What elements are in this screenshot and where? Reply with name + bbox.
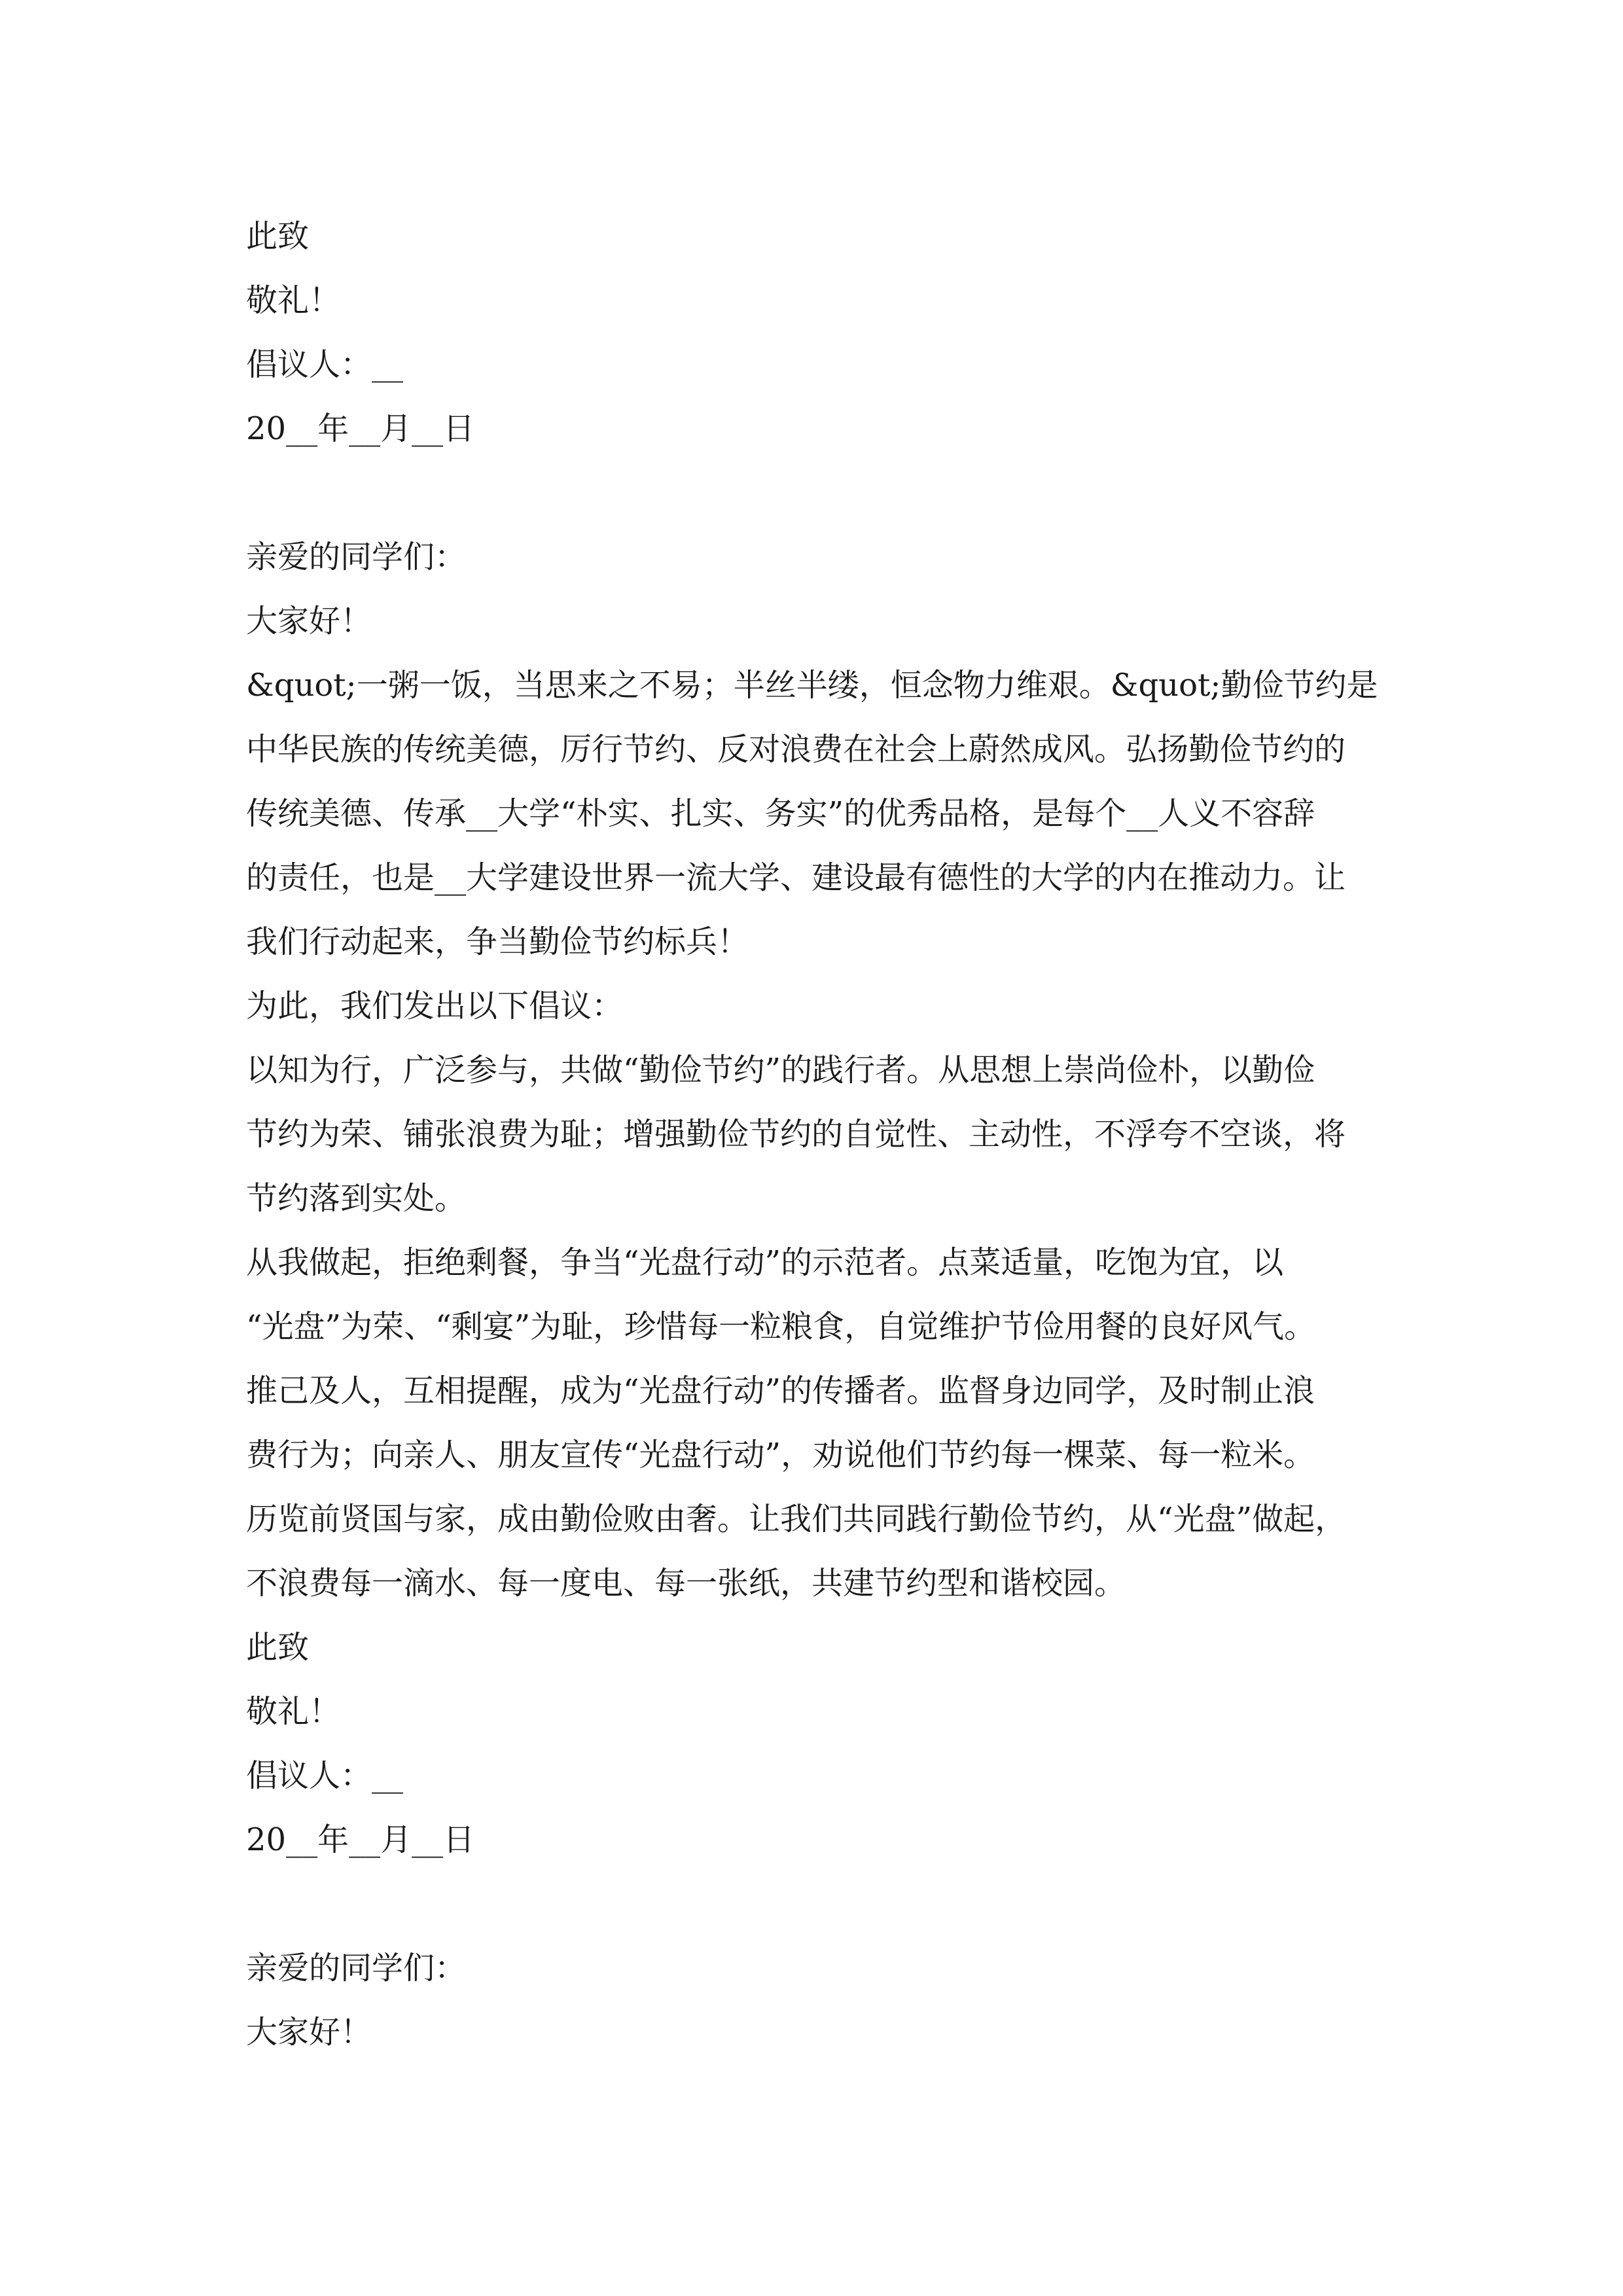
- paragraph-line: 从我做起，拒绝剩餐，争当“光盘行动”的示范者。点菜适量，吃饱为宜，以: [246, 1244, 1284, 1281]
- blank-line: [246, 461, 1398, 525]
- paragraph-line: 中华民族的传统美德，厉行节约、反对浪费在社会上蔚然成风。弘扬勤俭节约的: [246, 731, 1346, 768]
- paragraph-line: 以知为行，广泛参与，共做“勤俭节约”的践行者。从思想上崇尚俭朴，以勤俭: [246, 1052, 1315, 1088]
- paragraph-line: &quot;一粥一饭，当思来之不易；半丝半缕，恒念物力维艰。&quot;勤俭节约是: [246, 667, 1378, 704]
- paragraph-line: 为此，我们发出以下倡议：: [246, 988, 624, 1024]
- hello-text: 大家好！: [246, 2014, 372, 2051]
- greeting-text: 亲爱的同学们：: [246, 1950, 467, 1986]
- salute-text: 敬礼！: [246, 282, 341, 319]
- document-body: [246, 204, 1398, 2064]
- date-line: 20__年__月__日: [246, 1821, 475, 1858]
- hello-text: 大家好！: [246, 603, 372, 639]
- paragraph-line: 的责任，也是__大学建设世界一流大学、建设最有德性的大学的内在推动力。让: [246, 859, 1346, 896]
- paragraph-line: 费行为；向亲人、朋友宣传“光盘行动”，劝说他们节约每一棵菜、每一粒米。: [246, 1437, 1315, 1473]
- proposer-line: 倡议人：__: [246, 346, 404, 383]
- greeting-text: 亲爱的同学们：: [246, 539, 467, 575]
- blank-line: [246, 1872, 1398, 1936]
- date-line: 20__年__月__日: [246, 410, 475, 447]
- closing-text: 此致: [246, 1629, 310, 1666]
- paragraph-line: 节约为荣、铺张浪费为耻；增强勤俭节约的自觉性、主动性，不浮夸不空谈，将: [246, 1116, 1346, 1153]
- paragraph-line: 不浪费每一滴水、每一度电、每一张纸，共建节约型和谐校园。: [246, 1565, 1126, 1602]
- paragraph-line: “光盘”为荣、“剩宴”为耻，珍惜每一粒粮食，自觉维护节俭用餐的良好风气。: [246, 1308, 1316, 1345]
- proposer-line: 倡议人：__: [246, 1757, 404, 1794]
- paragraph-line: 我们行动起来，争当勤俭节约标兵！: [246, 924, 749, 960]
- closing-text: 此致: [246, 218, 310, 255]
- paragraph-line: 历览前贤国与家，成由勤俭败由奢。让我们共同践行勤俭节约，从“光盘”做起，: [246, 1501, 1347, 1537]
- paragraph-line: 传统美德、传承__大学“朴实、扎实、务实”的优秀品格，是每个__人义不容辞: [246, 795, 1315, 832]
- salute-text: 敬礼！: [246, 1693, 341, 1730]
- paragraph-line: 节约落到实处。: [246, 1180, 467, 1217]
- paragraph-line: 推己及人，互相提醒，成为“光盘行动”的传播者。监督身边同学，及时制止浪: [246, 1372, 1315, 1409]
